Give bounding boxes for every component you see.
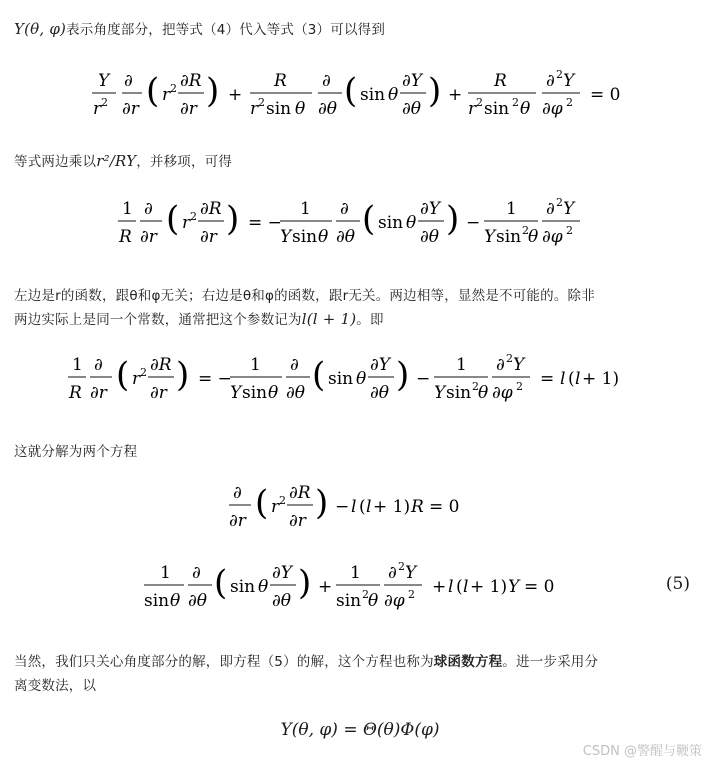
svg-text:Y: Y — [484, 227, 496, 247]
svg-text:R: R — [494, 71, 507, 91]
equation-1 — [0, 58, 720, 128]
svg-text:∂θ: ∂θ — [420, 227, 440, 247]
equation-2-render — [110, 186, 610, 256]
equation-2 — [0, 186, 720, 256]
svg-text:(: ( — [362, 199, 376, 239]
svg-text:θ: θ — [520, 99, 531, 119]
svg-text:sin: sin — [496, 227, 522, 247]
svg-text:= −: = − — [248, 213, 282, 233]
svg-text:(: ( — [344, 71, 358, 111]
svg-text:2: 2 — [566, 224, 573, 237]
paragraph-1 — [14, 18, 385, 38]
paragraph-5-text-b: 。进一步采用分 — [502, 654, 599, 670]
svg-text:θ: θ — [295, 99, 306, 119]
svg-text:−: − — [335, 497, 350, 517]
paragraph-3-text-b: 。即 — [356, 312, 384, 328]
svg-text:2: 2 — [566, 96, 573, 109]
svg-text:Y: Y — [98, 71, 110, 91]
svg-text:2: 2 — [512, 96, 519, 109]
svg-text:r: r — [132, 369, 141, 389]
svg-text:∂: ∂ — [192, 563, 201, 583]
svg-text:θ: θ — [170, 591, 181, 611]
svg-text:(: ( — [116, 355, 130, 395]
svg-text:(: ( — [568, 369, 575, 389]
svg-text:+: + — [448, 85, 463, 105]
svg-text:∂r: ∂r — [229, 511, 246, 531]
svg-text:(: ( — [312, 355, 326, 395]
svg-text:1: 1 — [160, 563, 171, 583]
svg-text:∂: ∂ — [496, 355, 505, 375]
svg-text:θ: θ — [268, 383, 279, 403]
svg-text:∂: ∂ — [340, 199, 349, 219]
svg-text:r: r — [93, 99, 102, 119]
svg-text:∂: ∂ — [94, 355, 103, 375]
svg-text:2: 2 — [408, 588, 415, 601]
svg-text:∂θ: ∂θ — [286, 383, 306, 403]
paragraph-5-line-1 — [14, 650, 598, 670]
svg-text:2: 2 — [506, 352, 513, 365]
svg-text:∂Y: ∂Y — [402, 71, 423, 91]
svg-text:): ) — [446, 199, 460, 239]
paragraph-4: 这就分解为两个方程 — [14, 444, 138, 460]
equation-6-text: Y(θ, φ) = Θ(θ)Φ(φ) — [280, 720, 440, 740]
svg-text:∂Y: ∂Y — [420, 199, 441, 219]
paragraph-2-text-b: ，并移项，可得 — [136, 154, 233, 170]
svg-text:Y: Y — [230, 383, 242, 403]
svg-text:R: R — [69, 383, 82, 403]
svg-text:(: ( — [166, 199, 180, 239]
svg-text:1: 1 — [506, 199, 517, 219]
svg-text:2: 2 — [476, 96, 483, 109]
svg-text:∂θ: ∂θ — [402, 99, 422, 119]
svg-text:= 0: = 0 — [590, 85, 621, 105]
svg-text:sin: sin — [230, 577, 256, 597]
svg-text:−: − — [416, 369, 431, 389]
svg-text:1: 1 — [72, 355, 83, 375]
svg-text:l: l — [575, 369, 581, 389]
svg-text:l: l — [366, 497, 372, 517]
svg-text:2: 2 — [362, 588, 369, 601]
svg-text:= 0: = 0 — [429, 497, 460, 517]
svg-text:sin: sin — [360, 85, 386, 105]
svg-text:+ 1): + 1) — [373, 497, 411, 517]
equation-5 — [0, 550, 720, 620]
svg-text:R: R — [274, 71, 287, 91]
svg-text:): ) — [396, 355, 410, 395]
paragraph-5-text-a: 当然，我们只关心角度部分的解，即方程（5）的解，这个方程也称为 — [14, 654, 434, 670]
inline-math-l-l-plus-1: l(l + 1) — [301, 310, 357, 328]
equation-5-render — [140, 550, 580, 620]
svg-text:(: ( — [214, 563, 228, 603]
svg-text:∂: ∂ — [546, 199, 555, 219]
svg-text:θ: θ — [356, 369, 367, 389]
svg-text:∂R: ∂R — [150, 355, 172, 375]
svg-text:(: ( — [359, 497, 366, 517]
svg-text:sin: sin — [484, 99, 510, 119]
svg-text:): ) — [315, 483, 329, 523]
svg-text:l: l — [560, 369, 566, 389]
svg-text:sin: sin — [266, 99, 292, 119]
svg-text:2: 2 — [556, 196, 563, 209]
svg-text:l: l — [351, 497, 357, 517]
svg-text:∂: ∂ — [322, 71, 331, 91]
svg-text:∂θ: ∂θ — [272, 591, 292, 611]
svg-text:2: 2 — [522, 224, 529, 237]
svg-text:2: 2 — [516, 380, 523, 393]
svg-text:2: 2 — [398, 560, 405, 573]
svg-text:∂Y: ∂Y — [272, 563, 293, 583]
svg-text:∂φ: ∂φ — [542, 227, 563, 247]
svg-text:= −: = − — [198, 369, 232, 389]
svg-text:Y: Y — [508, 577, 520, 597]
svg-text:∂φ: ∂φ — [492, 383, 513, 403]
svg-text:r: r — [468, 99, 477, 119]
svg-text:1: 1 — [350, 563, 361, 583]
svg-text:sin: sin — [336, 591, 362, 611]
svg-text:∂r: ∂r — [150, 383, 167, 403]
svg-text:2: 2 — [556, 68, 563, 81]
equation-3 — [0, 342, 720, 412]
svg-text:∂θ: ∂θ — [318, 99, 338, 119]
svg-text:θ: θ — [528, 227, 539, 247]
svg-text:Y: Y — [563, 199, 575, 219]
paragraph-5-line-2: 离变数法，以 — [14, 678, 97, 694]
paragraph-3-line-2 — [14, 308, 384, 328]
svg-text:R: R — [411, 497, 424, 517]
svg-text:θ: θ — [368, 591, 379, 611]
svg-text:∂R: ∂R — [180, 71, 202, 91]
svg-text:r: r — [271, 497, 280, 517]
svg-text:∂: ∂ — [144, 199, 153, 219]
csdn-watermark: CSDN @警醒与鞭策 — [582, 744, 702, 759]
svg-text:sin: sin — [292, 227, 318, 247]
paragraph-1-text: 表示角度部分，把等式（4）代入等式（3）可以得到 — [66, 22, 386, 38]
svg-text:1: 1 — [300, 199, 311, 219]
svg-text:(: ( — [255, 483, 269, 523]
svg-text:∂θ: ∂θ — [336, 227, 356, 247]
equation-4-render — [225, 470, 495, 540]
inline-math-Y-theta-phi: Y(θ, φ) — [14, 20, 67, 38]
svg-text:): ) — [298, 563, 312, 603]
svg-text:Y: Y — [513, 355, 525, 375]
term-spherical-function-equation: 球函数方程 — [433, 654, 503, 670]
svg-text:2: 2 — [140, 366, 147, 379]
svg-text:∂r: ∂r — [140, 227, 157, 247]
svg-text:sin: sin — [446, 383, 472, 403]
svg-text:∂θ: ∂θ — [188, 591, 208, 611]
svg-text:): ) — [428, 71, 442, 111]
svg-text:2: 2 — [258, 96, 265, 109]
svg-text:+: + — [228, 85, 243, 105]
svg-text:): ) — [226, 199, 240, 239]
svg-text:∂r: ∂r — [90, 383, 107, 403]
svg-text:2: 2 — [190, 210, 197, 223]
svg-text:2: 2 — [472, 380, 479, 393]
svg-text:∂: ∂ — [546, 71, 555, 91]
svg-text:= 0: = 0 — [524, 577, 555, 597]
svg-text:1: 1 — [250, 355, 261, 375]
svg-text:∂R: ∂R — [289, 483, 311, 503]
svg-text:2: 2 — [101, 96, 108, 109]
svg-text:(: ( — [456, 577, 463, 597]
svg-text:θ: θ — [478, 383, 489, 403]
equation-number: (5) — [665, 574, 690, 594]
paragraph-2-text-a: 等式两边乘以 — [14, 154, 97, 170]
inline-math-r2-RY: r²/RY — [96, 152, 137, 170]
svg-text:r: r — [162, 85, 171, 105]
svg-text:+ 1): + 1) — [582, 369, 620, 389]
svg-text:2: 2 — [279, 494, 286, 507]
svg-text:Y: Y — [434, 383, 446, 403]
svg-text:l: l — [448, 577, 454, 597]
svg-text:1: 1 — [122, 199, 133, 219]
equation-4 — [0, 470, 720, 540]
svg-text:l: l — [463, 577, 469, 597]
equation-1-render — [80, 58, 640, 128]
svg-text:∂: ∂ — [290, 355, 299, 375]
svg-text:R: R — [119, 227, 132, 247]
svg-text:sin: sin — [242, 383, 268, 403]
svg-text:∂θ: ∂θ — [370, 383, 390, 403]
svg-text:Y: Y — [563, 71, 575, 91]
svg-text:r: r — [182, 213, 191, 233]
paragraph-3-line-1: 左边是r的函数，跟θ和φ无关；右边是θ和φ的函数，跟r无关。两边相等，显然是不可能的。除非 — [14, 288, 595, 304]
svg-text:∂r: ∂r — [200, 227, 217, 247]
equation-3-render — [60, 342, 660, 412]
svg-text:θ: θ — [318, 227, 329, 247]
svg-text:θ: θ — [388, 85, 399, 105]
paragraph-2 — [14, 150, 232, 170]
svg-text:∂: ∂ — [124, 71, 133, 91]
svg-text:1: 1 — [456, 355, 467, 375]
svg-text:+: + — [318, 577, 333, 597]
svg-text:−: − — [466, 213, 481, 233]
svg-text:sin: sin — [378, 213, 404, 233]
svg-text:∂φ: ∂φ — [542, 99, 563, 119]
svg-text:∂r: ∂r — [180, 99, 197, 119]
svg-text:θ: θ — [258, 577, 269, 597]
svg-text:∂φ: ∂φ — [384, 591, 405, 611]
svg-text:∂Y: ∂Y — [370, 355, 391, 375]
svg-text:∂: ∂ — [388, 563, 397, 583]
svg-text:+: + — [432, 577, 447, 597]
svg-text:sin: sin — [328, 369, 354, 389]
svg-text:r: r — [250, 99, 259, 119]
paragraph-3-text-a: 两边实际上是同一个常数，通常把这个参数记为 — [14, 312, 302, 328]
svg-text:Y: Y — [405, 563, 417, 583]
svg-text:∂: ∂ — [233, 483, 242, 503]
svg-text:∂R: ∂R — [200, 199, 222, 219]
svg-text:sin: sin — [144, 591, 170, 611]
svg-text:θ: θ — [406, 213, 417, 233]
svg-text:): ) — [176, 355, 190, 395]
svg-text:∂r: ∂r — [122, 99, 139, 119]
svg-text:): ) — [206, 71, 220, 111]
svg-text:+ 1): + 1) — [470, 577, 508, 597]
svg-text:(: ( — [146, 71, 160, 111]
svg-text:∂r: ∂r — [289, 511, 306, 531]
svg-text:=: = — [540, 369, 555, 389]
svg-text:Y: Y — [280, 227, 292, 247]
svg-text:2: 2 — [170, 82, 177, 95]
